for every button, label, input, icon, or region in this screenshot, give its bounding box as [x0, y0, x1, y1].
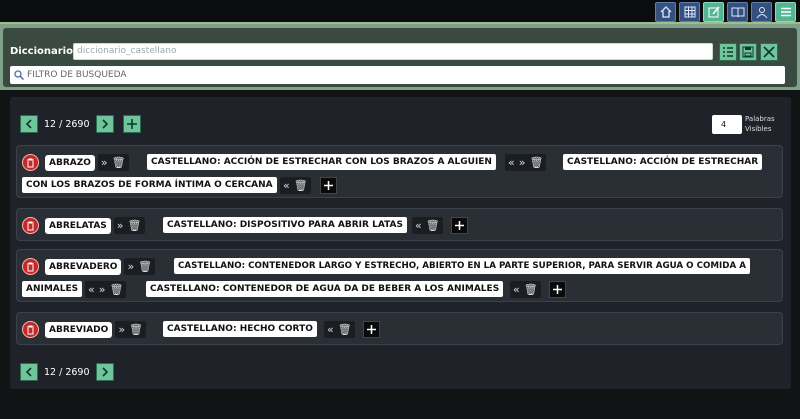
word-chip[interactable]: ABREVIADO [45, 322, 112, 338]
next-page-button[interactable] [96, 115, 114, 133]
close-button[interactable] [760, 43, 778, 61]
add-definition-button[interactable] [363, 321, 380, 338]
add-definition-button[interactable] [320, 177, 337, 194]
close-icon [763, 46, 775, 58]
definition-chip-continued[interactable]: CON LOS BRAZOS DE FORMA ÍNTIMA O CERCANA [22, 177, 277, 193]
word-chip[interactable]: ABRELATAS [45, 218, 111, 234]
expand-icon[interactable]: « [283, 179, 290, 192]
trash-icon[interactable]: 🗑 [129, 323, 144, 336]
word-list-panel [10, 97, 791, 389]
chevron-right-icon [100, 119, 110, 129]
expand-icon[interactable]: « [327, 323, 334, 336]
chevron-right-icon [100, 367, 110, 377]
expand-icon[interactable]: » [98, 283, 106, 296]
search-icon [14, 70, 24, 80]
grid-button[interactable] [679, 2, 700, 22]
definition-chip[interactable]: CASTELLANO: DISPOSITIVO PARA ABRIR LATAS [163, 217, 407, 233]
trash-icon[interactable]: 🗑 [111, 156, 126, 169]
delete-word-button[interactable] [22, 154, 39, 171]
page-indicator: 12 / 2690 [44, 118, 90, 130]
prev-page-button[interactable] [20, 363, 38, 381]
definition-tools [85, 281, 126, 298]
expand-icon[interactable]: » [127, 260, 135, 273]
list-icon [722, 46, 734, 58]
expand-icon[interactable]: « [513, 283, 520, 296]
plus-icon [323, 180, 334, 191]
delete-word-button[interactable] [22, 321, 39, 338]
edit-icon [707, 5, 721, 19]
next-page-button[interactable] [96, 363, 114, 381]
visible-count-input[interactable]: 4 [712, 115, 742, 134]
definition-chip[interactable]: CASTELLANO: CONTENEDOR LARGO Y ESTRECHO, ABIERTO EN LA PARTE SUPERIOR, PARA SERVIR AGUA O COMIDA A [174, 258, 750, 274]
home-button[interactable] [655, 2, 676, 22]
trash-icon[interactable]: 🗑 [127, 219, 142, 232]
expand-icon[interactable]: » [116, 219, 124, 232]
definition-chip[interactable]: CASTELLANO: HECHO CORTO [163, 321, 317, 337]
edit-button[interactable] [703, 2, 724, 22]
definition-tools [412, 217, 443, 234]
trash-icon [26, 325, 35, 335]
plus-icon [454, 220, 465, 231]
expand-icon[interactable]: « [508, 156, 515, 169]
definition-tools [505, 154, 546, 171]
menu-icon [779, 5, 793, 19]
nav-icons [655, 2, 796, 22]
bottom-pager [20, 363, 114, 381]
word-entry [16, 208, 783, 241]
delete-word-button[interactable] [22, 217, 39, 234]
word-tools [115, 321, 146, 338]
word-item [45, 321, 146, 338]
definition-chip[interactable]: CASTELLANO: CONTENEDOR DE AGUA DA DE BEBER A LOS ANIMALES [146, 281, 503, 297]
delete-word-button[interactable] [22, 258, 39, 275]
definition-tools [280, 177, 311, 194]
definition-chip[interactable]: CASTELLANO: ACCIÓN DE ESTRECHAR CON LOS BRAZOS A ALGUIEN [147, 154, 496, 170]
trash-icon[interactable]: 🗑 [425, 219, 440, 232]
page-indicator: 12 / 2690 [44, 366, 90, 378]
word-entry [16, 312, 783, 345]
trash-icon[interactable]: 🗑 [529, 156, 544, 169]
book-icon [731, 5, 745, 19]
trash-icon [26, 158, 35, 168]
word-chip[interactable]: ABRAZO [45, 155, 95, 171]
trash-icon[interactable]: 🗑 [293, 179, 308, 192]
top-pager [20, 115, 114, 133]
trash-icon [26, 262, 35, 272]
plus-icon [552, 284, 563, 295]
save-icon [742, 46, 754, 58]
user-button[interactable] [751, 2, 772, 22]
visible-label: Palabras Visibles [745, 115, 775, 133]
definition-tools [324, 321, 355, 338]
word-tools [124, 258, 155, 275]
search-field[interactable] [10, 66, 785, 84]
word-tools [114, 217, 145, 234]
list-button[interactable] [719, 43, 737, 61]
search-placeholder: FILTRO DE BUSQUEDA [27, 70, 127, 80]
trash-icon [26, 221, 35, 231]
plus-icon [366, 324, 377, 335]
word-chip[interactable]: ABREVADERO [45, 259, 121, 275]
chevron-left-icon [24, 367, 34, 377]
word-item [45, 258, 155, 275]
header [0, 22, 800, 90]
definition-chip-continued[interactable]: ANIMALES [22, 281, 82, 297]
expand-icon[interactable]: » [100, 156, 108, 169]
book-button[interactable] [727, 2, 748, 22]
trash-icon[interactable]: 🗑 [523, 283, 538, 296]
add-word-button[interactable] [123, 115, 141, 133]
expand-icon[interactable]: « [88, 283, 95, 296]
word-entry [16, 249, 783, 302]
definition-chip[interactable]: CASTELLANO: ACCIÓN DE ESTRECHAR [563, 154, 762, 170]
save-button[interactable] [739, 43, 757, 61]
user-icon [755, 5, 769, 19]
trash-icon[interactable]: 🗑 [138, 260, 153, 273]
prev-page-button[interactable] [20, 115, 38, 133]
dictionary-input[interactable]: diccionario_castellano [73, 43, 713, 60]
menu-button[interactable] [775, 2, 796, 22]
expand-icon[interactable]: » [118, 323, 126, 336]
dictionary-label: Diccionario [10, 46, 73, 57]
home-icon [659, 5, 673, 19]
word-item [45, 217, 145, 234]
trash-icon[interactable]: 🗑 [109, 283, 124, 296]
top-bar [0, 0, 800, 22]
word-entry [16, 145, 783, 198]
trash-icon[interactable]: 🗑 [337, 323, 352, 336]
chevron-left-icon [24, 119, 34, 129]
add-definition-button[interactable] [451, 217, 468, 234]
expand-icon[interactable]: « [415, 219, 422, 232]
definition-tools [510, 281, 541, 298]
add-definition-button[interactable] [549, 281, 566, 298]
grid-icon [683, 5, 697, 19]
plus-icon [126, 118, 138, 130]
word-tools [98, 154, 129, 171]
expand-icon[interactable]: » [518, 156, 526, 169]
word-item [45, 154, 129, 171]
